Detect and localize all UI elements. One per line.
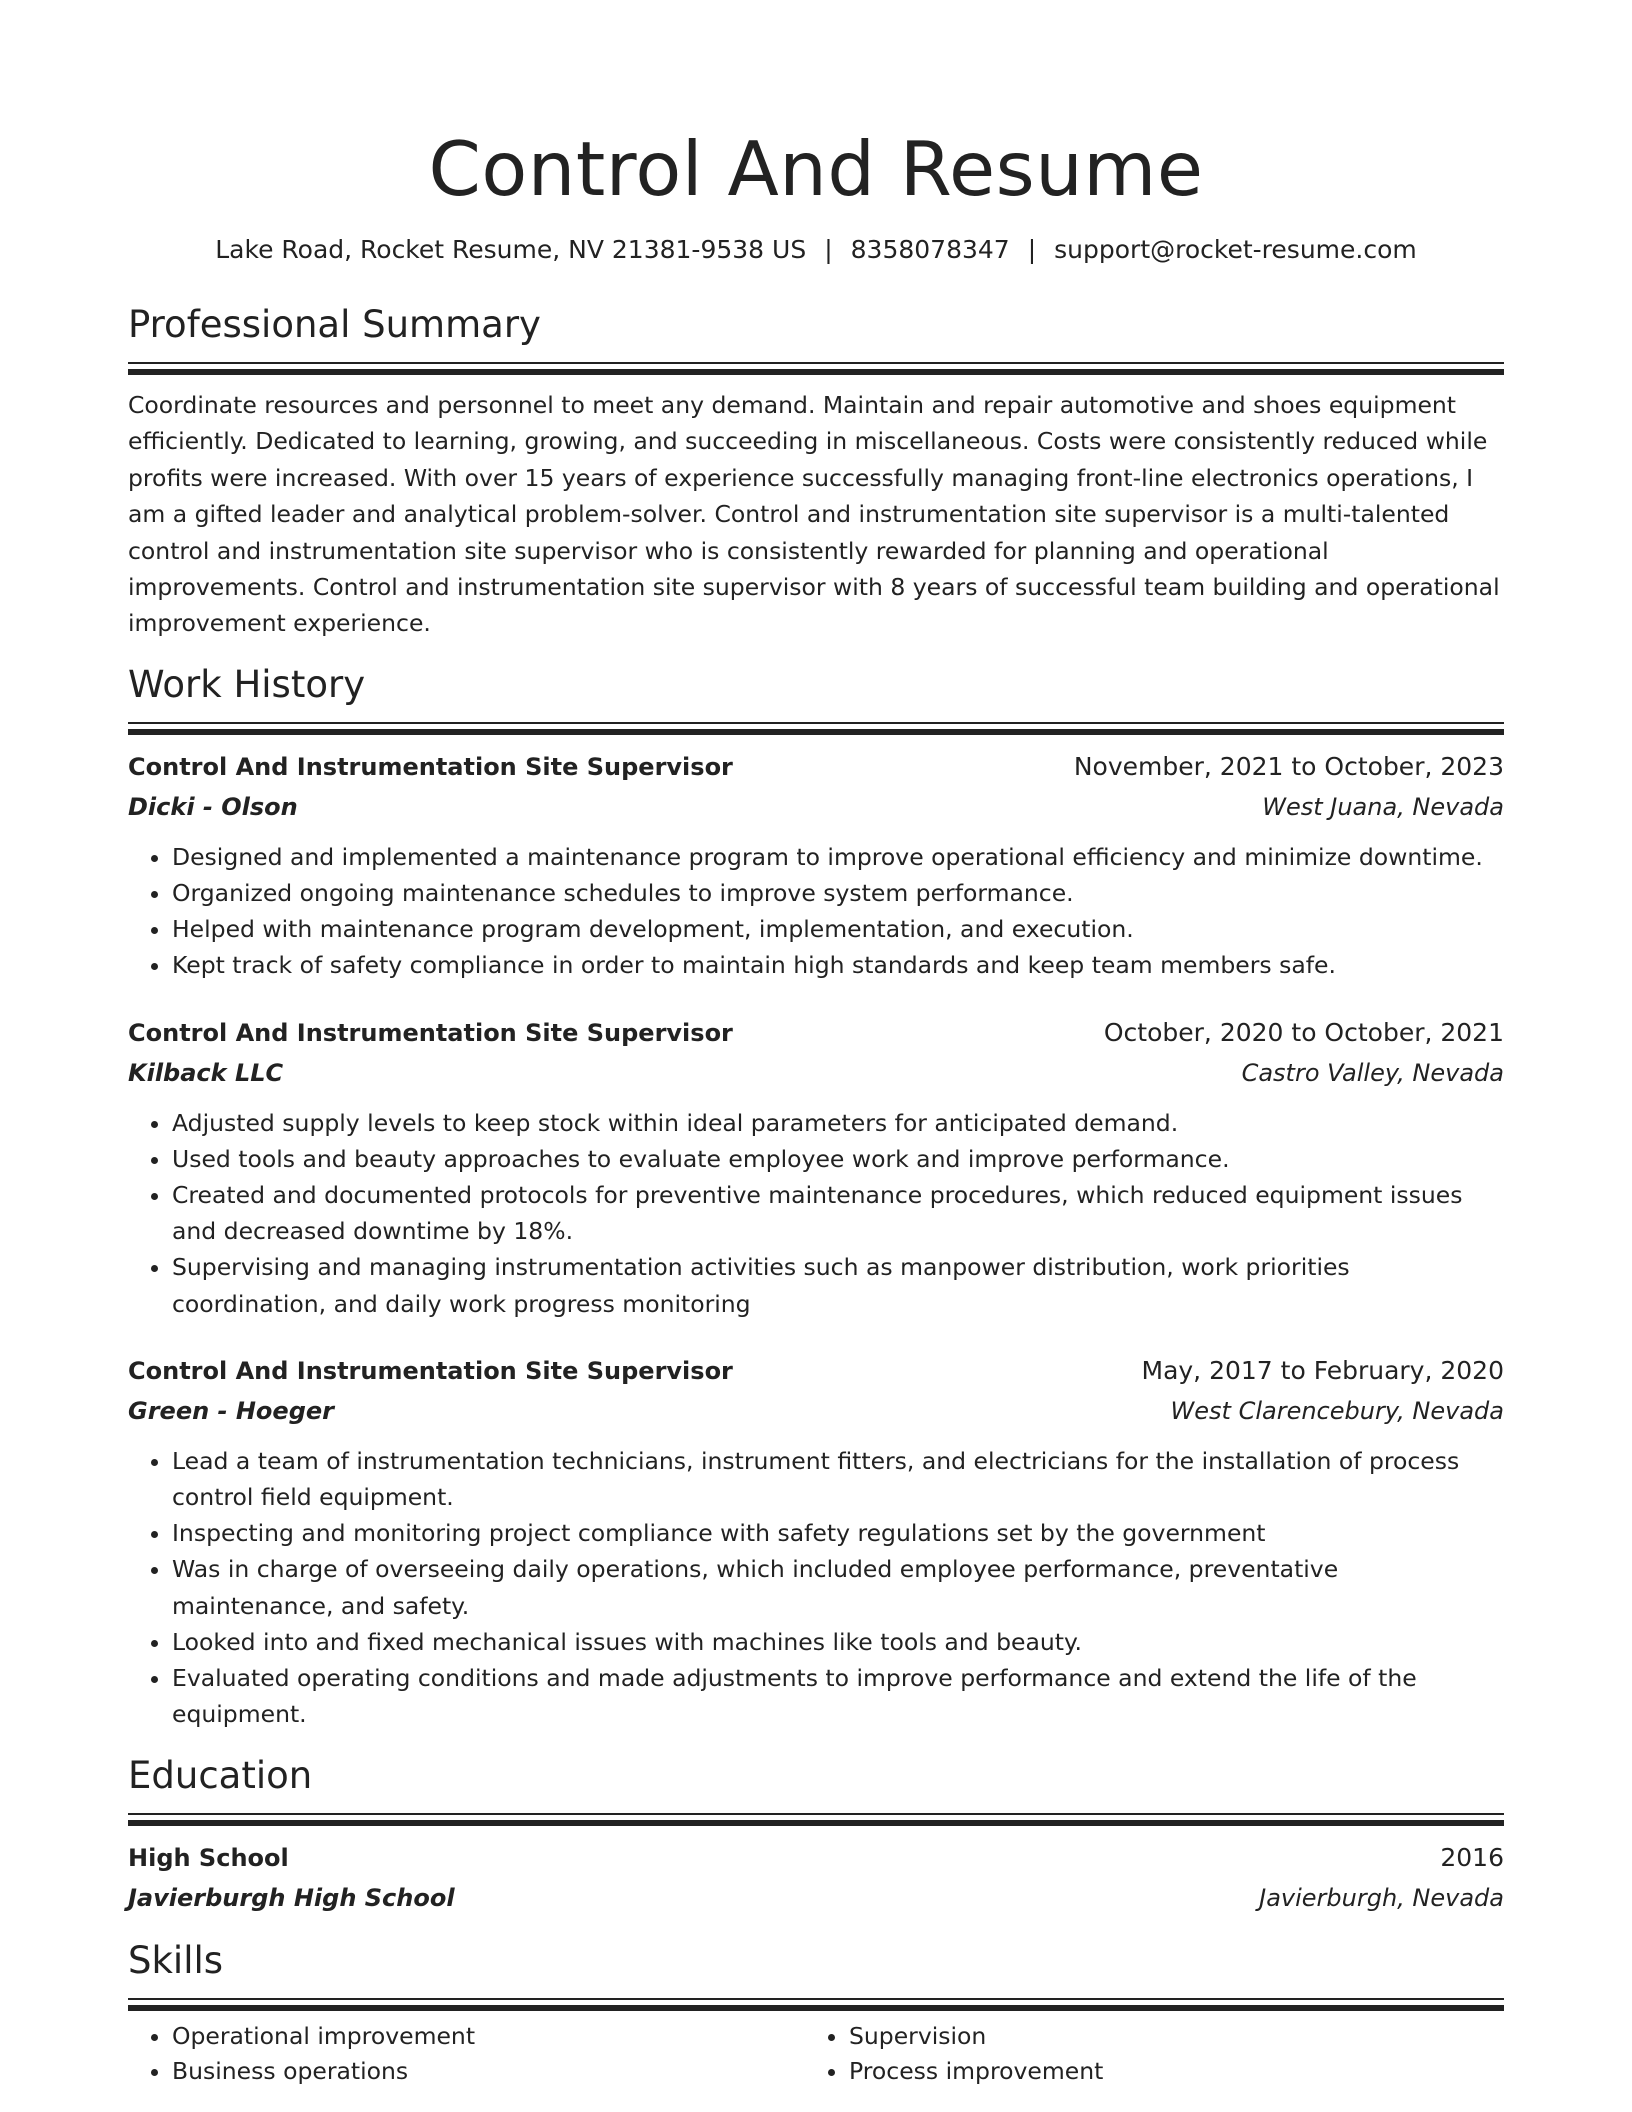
contact-email: support@rocket-resume.com [1054, 235, 1417, 264]
job-bullet: • Lead a team of instrumentation technicians, instrument fitters, and electricians for the installation of process control field equipment. [172, 1443, 1504, 1515]
skills-column-left [128, 2019, 805, 2089]
job-header [128, 1013, 1504, 1053]
education-section [128, 1753, 1504, 1918]
job-bullet: • Used tools and beauty approaches to evaluate employee work and improve performance. [172, 1141, 1504, 1177]
skills-grid [128, 2019, 1504, 2089]
job-bullet: • Evaluated operating conditions and made adjustments to improve performance and extend the life of the equipment. [172, 1660, 1504, 1732]
skill-item: • Business operations [172, 2054, 805, 2089]
education-entry [128, 1838, 1504, 1918]
job-bullet: • Inspecting and monitoring project compliance with safety regulations set by the government [172, 1515, 1504, 1551]
job-company: Green - Hoeger [128, 1396, 334, 1425]
job-bullet: • Supervising and managing instrumentation activities such as manpower distribution, work priorities coordination, and daily work progress monitoring [172, 1249, 1504, 1321]
job-title: Control And Instrumentation Site Supervisor [128, 752, 733, 781]
job-bullet: • Organized ongoing maintenance schedules to improve system performance. [172, 875, 1504, 911]
job-entry [128, 747, 1504, 984]
skill-item: • Process improvement [849, 2054, 1482, 2089]
work-history-heading: Work History [128, 662, 366, 706]
skill-item: • Operational improvement [172, 2019, 805, 2054]
contact-phone: 8358078347 [850, 235, 1010, 264]
section-divider [128, 362, 1504, 373]
job-title: Control And Instrumentation Site Supervisor [128, 1356, 733, 1385]
contact-separator: | [1027, 235, 1037, 264]
resume-page [128, 0, 1504, 2089]
job-company: Kilback LLC [128, 1058, 284, 1087]
contact-line [128, 233, 1504, 267]
section-divider [128, 722, 1504, 733]
skills-section [128, 1938, 1504, 2089]
job-entry [128, 1013, 1504, 1322]
work-history-section [128, 662, 1504, 1733]
job-bullets [128, 1443, 1504, 1733]
job-title: Control And Instrumentation Site Supervisor [128, 1018, 733, 1047]
job-location: West Juana, Nevada [1262, 792, 1504, 821]
job-entry [128, 1351, 1504, 1733]
job-bullet: • Helped with maintenance program development, implementation, and execution. [172, 911, 1504, 947]
job-subheader [128, 1391, 1504, 1431]
job-dates: May, 2017 to February, 2020 [1141, 1355, 1504, 1385]
education-subheader [128, 1878, 1504, 1918]
job-bullet: • Created and documented protocols for preventive maintenance procedures, which reduced equipment issues and decreased downtime by 18%. [172, 1177, 1504, 1249]
section-divider [128, 1998, 1504, 2009]
education-header [128, 1838, 1504, 1878]
contact-address: Lake Road, Rocket Resume, NV 21381-9538 US [215, 235, 807, 264]
summary-text: Coordinate resources and personnel to meet any demand. Maintain and repair automotive and shoes equipment efficiently. Dedicated to learning, growing, and succeeding in miscellaneous. Costs were consistently reduced while profits were increased. With over 15 years of experience successfully managing front-line electronics operations, I am a gifted leader and analytical problem-solver. Control and instrumentation site supervisor is a multi-talented control and instrumentation site supervisor who is consistently rewarded for planning and operational improvements. Control and instrumentation site supervisor with 8 years of successful team building and operational improvement experience. [128, 391, 1500, 638]
job-company: Dicki - Olson [128, 792, 298, 821]
contact-separator: | [824, 235, 833, 264]
skills-column-right [805, 2019, 1482, 2089]
skill-item: • Supervision [849, 2019, 1482, 2054]
job-bullets [128, 839, 1504, 984]
summary-section [128, 302, 1504, 642]
job-dates: October, 2020 to October, 2021 [1103, 1017, 1504, 1047]
job-bullet: • Was in charge of overseeing daily operations, which included employee performance, preventative maintenance, and safety. [172, 1551, 1504, 1623]
job-bullet: • Designed and implemented a maintenance program to improve operational efficiency and minimize downtime. [172, 839, 1504, 875]
education-year: 2016 [1440, 1842, 1504, 1872]
job-bullet: • Adjusted supply levels to keep stock within ideal parameters for anticipated demand. [172, 1105, 1504, 1141]
education-school: Javierburgh High School [128, 1883, 455, 1912]
job-bullet: • Looked into and fixed mechanical issues with machines like tools and beauty. [172, 1624, 1504, 1660]
education-degree: High School [128, 1843, 289, 1872]
section-divider [128, 1813, 1504, 1824]
education-location: Javierburgh, Nevada [1259, 1883, 1504, 1912]
job-bullets [128, 1105, 1504, 1322]
job-subheader [128, 1053, 1504, 1093]
job-subheader [128, 787, 1504, 827]
skills-heading: Skills [128, 1938, 224, 1982]
job-bullet: • Kept track of safety compliance in order to maintain high standards and keep team members safe. [172, 947, 1504, 983]
job-location: Castro Valley, Nevada [1241, 1058, 1504, 1087]
job-location: West Clarencebury, Nevada [1170, 1396, 1504, 1425]
job-header [128, 1351, 1504, 1391]
summary-heading: Professional Summary [128, 303, 541, 346]
candidate-name: Control And Resume [428, 125, 1204, 213]
job-dates: November, 2021 to October, 2023 [1073, 751, 1504, 781]
education-heading: Education [128, 1753, 313, 1797]
job-header [128, 747, 1504, 787]
